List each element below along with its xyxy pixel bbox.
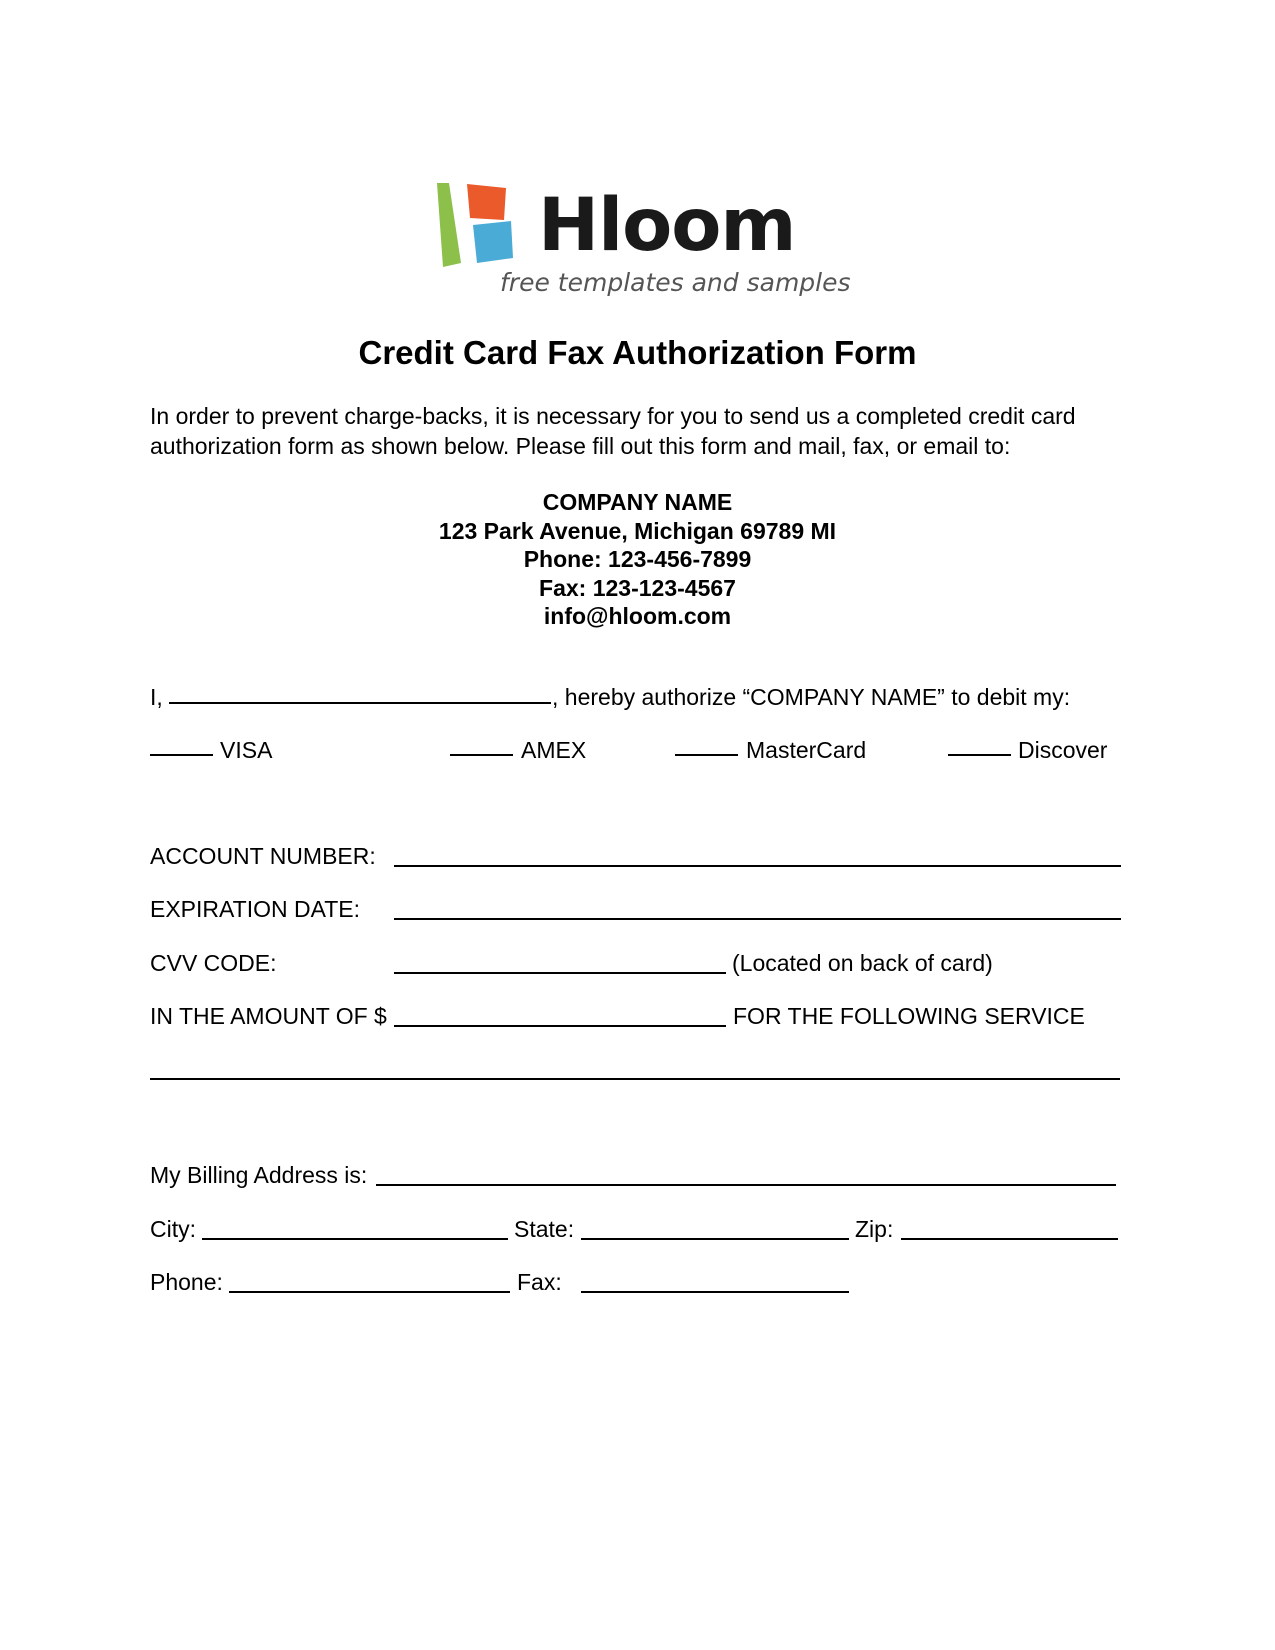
logo-tagline: free templates and samples (500, 268, 851, 297)
billing-address-field[interactable] (376, 1184, 1116, 1186)
cvv-note: (Located on back of card) (732, 950, 993, 976)
billing-address-label: My Billing Address is: (150, 1162, 368, 1188)
cvv-code-label: CVV CODE: (150, 950, 277, 976)
logo-wordmark: Hloom (538, 183, 796, 268)
phone-label: Phone: (150, 1269, 223, 1295)
state-field[interactable] (581, 1238, 849, 1240)
company-block (0, 488, 1275, 631)
logo-orange-square (467, 184, 506, 220)
fax-label: Fax: (517, 1269, 562, 1295)
intro-paragraph (150, 401, 1150, 461)
amex-checkbox-line[interactable] (450, 754, 513, 756)
account-number-field[interactable] (394, 865, 1121, 867)
service-description-field[interactable] (150, 1078, 1120, 1080)
zip-field[interactable] (901, 1238, 1118, 1240)
discover-checkbox-line[interactable] (948, 754, 1011, 756)
visa-checkbox-line[interactable] (150, 754, 213, 756)
account-number-label: ACCOUNT NUMBER: (150, 843, 376, 869)
expiration-date-field[interactable] (394, 918, 1121, 920)
authorize-prefix: I, (150, 684, 163, 710)
hloom-logo-icon (437, 183, 524, 267)
company-phone: Phone: 123-456-7899 (523, 546, 752, 572)
company-email: info@hloom.com (543, 603, 732, 629)
zip-label: Zip: (855, 1216, 894, 1242)
mastercard-checkbox-line[interactable] (675, 754, 738, 756)
authorize-suffix: , hereby authorize “COMPANY NAME” to debit my: (552, 684, 1071, 710)
fax-field[interactable] (581, 1291, 849, 1293)
form-title: Credit Card Fax Authorization Form (358, 334, 917, 371)
service-label: FOR THE FOLLOWING SERVICE (733, 1003, 1085, 1029)
intro-line-2: authorization form as shown below. Please fill out this form and mail, fax, or email to: (150, 433, 1011, 459)
card-label-visa: VISA (220, 737, 273, 763)
logo-blue-square (473, 221, 513, 263)
city-label: City: (150, 1216, 196, 1242)
company-fax: Fax: 123-123-4567 (539, 574, 736, 601)
company-name: COMPANY NAME (542, 489, 733, 515)
intro-line-1: In order to prevent charge-backs, it is necessary for you to send us a completed credit card (150, 403, 1076, 429)
expiration-date-label: EXPIRATION DATE: (150, 896, 361, 922)
card-label-mastercard: MasterCard (746, 737, 867, 763)
amount-label: IN THE AMOUNT OF $ (150, 1003, 387, 1029)
card-label-amex: AMEX (521, 737, 587, 763)
cvv-code-field[interactable] (394, 972, 726, 974)
amount-field[interactable] (394, 1025, 726, 1027)
phone-field[interactable] (229, 1291, 510, 1293)
card-label-discover: Discover (1018, 737, 1108, 763)
state-label: State: (514, 1216, 575, 1242)
logo-green-bar (437, 183, 461, 267)
city-field[interactable] (202, 1238, 508, 1240)
authorizer-name-field[interactable] (169, 702, 551, 704)
company-address: 123 Park Avenue, Michigan 69789 MI (438, 517, 837, 544)
